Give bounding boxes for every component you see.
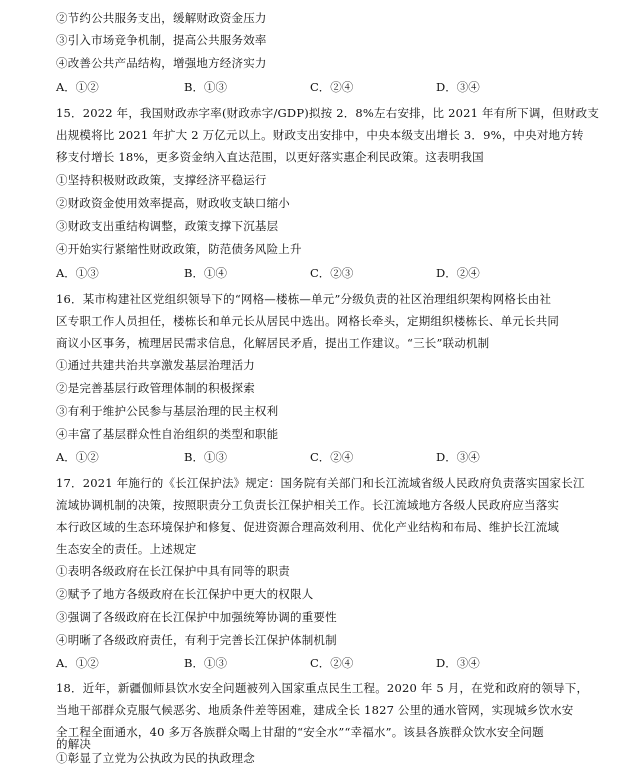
q17-item-3: ③强调了各级政府在长江保护中加强统筹协调的重要性 — [56, 610, 337, 624]
option-b[interactable]: B．①③ — [184, 656, 227, 670]
q14-item-2: ②节约公共服务支出，缓解财政资金压力 — [56, 11, 267, 25]
option-c[interactable]: C．②④ — [310, 450, 354, 464]
option-b[interactable]: B．①④ — [184, 266, 227, 280]
option-c[interactable]: C．②④ — [310, 656, 354, 670]
q17-item-4: ④明晰了各级政府责任，有利于完善长江保护体制机制 — [56, 633, 337, 647]
q18-stem-line: 的解决 — [56, 737, 92, 751]
option-c[interactable]: C．②④ — [310, 80, 354, 94]
q17-stem-line: 流域协调机制的决策，按照职责分工负责长江保护相关工作。长江流域地方各级人民政府应当落实 — [56, 498, 560, 512]
q18-item-1: ①彰显了立党为公执政为民的执政理念 — [56, 751, 255, 765]
q17-item-1: ①表明各级政府在长江保护中具有同等的职责 — [56, 564, 290, 578]
q17-stem-line: 17．2021 年施行的《长江保护法》规定：国务院有关部门和长江流域省级人民政府负责落实国家长江 — [56, 476, 585, 490]
q16-item-1: ①通过共建共治共享激发基层治理活力 — [56, 358, 255, 372]
option-b[interactable]: B．①③ — [184, 80, 227, 94]
q15-item-1: ①坚持积极财政政策，支撑经济平稳运行 — [56, 173, 267, 187]
q17-stem-line: 生态安全的责任。上述规定 — [56, 542, 197, 556]
q18-stem-line: 18．近年，新疆伽师县饮水安全问题被列入国家重点民生工程。2020 年 5 月，在党和政府的领导下， — [56, 681, 589, 695]
option-a[interactable]: A．①③ — [56, 266, 99, 280]
q15-item-3: ③财政支出重结构调整，政策支撑下沉基层 — [56, 219, 279, 233]
q16-item-3: ③有利于维护公民参与基层治理的民主权利 — [56, 404, 279, 418]
q18-stem-line: 当地干部群众克服气候恶劣、地质条件差等困难，建成全长 1827 公里的通水管网，实现城乡饮水安 — [56, 703, 574, 717]
option-d[interactable]: D．③④ — [436, 80, 480, 94]
option-a[interactable]: A．①② — [56, 80, 99, 94]
q15-stem-line: 15．2022 年，我国财政赤字率(财政赤字/GDP)拟按 2．8%左右安排，比 2021 年有所下调，但财政支 — [56, 106, 600, 120]
option-a[interactable]: A．①② — [56, 656, 99, 670]
q16-item-4: ④丰富了基层群众性自治组织的类型和职能 — [56, 427, 279, 441]
option-b[interactable]: B．①③ — [184, 450, 227, 464]
q16-stem-line: 16．某市构建社区党组织领导下的“网格—楼栋—单元”分级负责的社区治理组织架构网格长由社 — [56, 292, 552, 306]
q17-stem-line: 本行政区域的生态环境保护和修复、促进资源合理高效利用、优化产业结构和布局、维护长江流域 — [56, 520, 560, 534]
q15-item-4: ④开始实行紧缩性财政政策，防范债务风险上升 — [56, 242, 302, 256]
q16-stem-line: 区专职工作人员担任，楼栋长和单元长从居民中选出。网格长牵头，定期组织楼栋长、单元长共同 — [56, 314, 560, 328]
q15-item-2: ②财政资金使用效率提高，财政收支缺口缩小 — [56, 196, 290, 210]
q17-item-2: ②赋予了地方各级政府在长江保护中更大的权限人 — [56, 587, 314, 601]
q18-stem-line: 全工程全面通水，40 多万各族群众喝上甘甜的“安全水”“幸福水”。该县各族群众饮水安全问题 — [56, 725, 544, 739]
option-a[interactable]: A．①② — [56, 450, 99, 464]
q15-stem-line: 出规模将比 2021 年扩大 2 万亿元以上。财政支出安排中，中央本级支出增长 3．9%，中央对地方转 — [56, 128, 584, 142]
q14-item-3: ③引入市场竞争机制，提高公共服务效率 — [56, 33, 267, 47]
q16-stem-line: 商议小区事务，梳理居民需求信息，化解居民矛盾，提出工作建议。“三长”联动机制 — [56, 336, 490, 350]
q15-stem-line: 移支付增长 18%，更多资金纳入直达范围，以更好落实惠企利民政策。这表明我国 — [56, 150, 484, 164]
option-d[interactable]: D．②④ — [436, 266, 480, 280]
option-d[interactable]: D．③④ — [436, 656, 480, 670]
option-c[interactable]: C．②③ — [310, 266, 354, 280]
q16-item-2: ②是完善基层行政管理体制的积极探索 — [56, 381, 255, 395]
option-d[interactable]: D．③④ — [436, 450, 480, 464]
q14-item-4: ④改善公共产品结构，增强地方经济实力 — [56, 56, 267, 70]
